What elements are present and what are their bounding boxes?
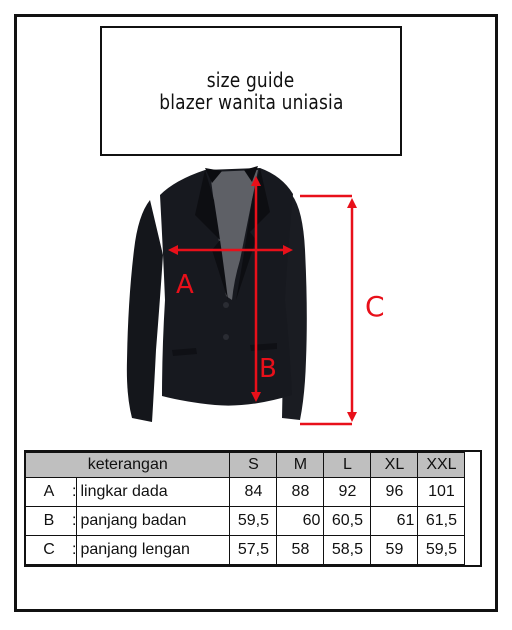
header-size-xl: XL xyxy=(371,453,418,478)
cell-value: 59 xyxy=(371,536,418,565)
header-keterangan: keterangan xyxy=(26,453,230,478)
row-key: B xyxy=(26,507,73,536)
cell-value: 88 xyxy=(277,478,324,507)
row-desc: lingkar dada xyxy=(77,478,230,507)
size-table xyxy=(25,452,465,565)
cell-value: 59,5 xyxy=(230,507,277,536)
label-b: B xyxy=(259,354,277,384)
table-row xyxy=(26,536,465,565)
table-row xyxy=(26,478,465,507)
row-desc: panjang badan xyxy=(77,507,230,536)
header-size-m: M xyxy=(277,453,324,478)
cell-value: 58,5 xyxy=(324,536,371,565)
label-c: C xyxy=(365,290,385,323)
table-header-row xyxy=(26,453,465,478)
header-size-l: L xyxy=(324,453,371,478)
table-row xyxy=(26,507,465,536)
cell-value: 59,5 xyxy=(418,536,465,565)
header-size-xxl: XXL xyxy=(418,453,465,478)
row-key: C xyxy=(26,536,73,565)
title-line-2: blazer wanita uniasia xyxy=(158,90,344,114)
cell-value: 96 xyxy=(371,478,418,507)
title-line-1: size guide xyxy=(207,68,295,92)
cell-value: 60,5 xyxy=(324,507,371,536)
row-desc: panjang lengan xyxy=(77,536,230,565)
cell-value: 92 xyxy=(324,478,371,507)
blazer-image xyxy=(127,166,307,422)
cell-value: 60 xyxy=(277,507,324,536)
cell-value: 61 xyxy=(371,507,418,536)
row-key: A xyxy=(26,478,73,507)
row-colon: : xyxy=(72,478,77,507)
row-colon: : xyxy=(72,507,77,536)
cell-value: 58 xyxy=(277,536,324,565)
cell-value: 61,5 xyxy=(418,507,465,536)
label-a: A xyxy=(176,270,194,300)
measure-c-line xyxy=(300,196,357,424)
cell-value: 101 xyxy=(418,478,465,507)
cell-value: 84 xyxy=(230,478,277,507)
header-size-s: S xyxy=(230,453,277,478)
row-colon: : xyxy=(72,536,77,565)
cell-value: 57,5 xyxy=(230,536,277,565)
